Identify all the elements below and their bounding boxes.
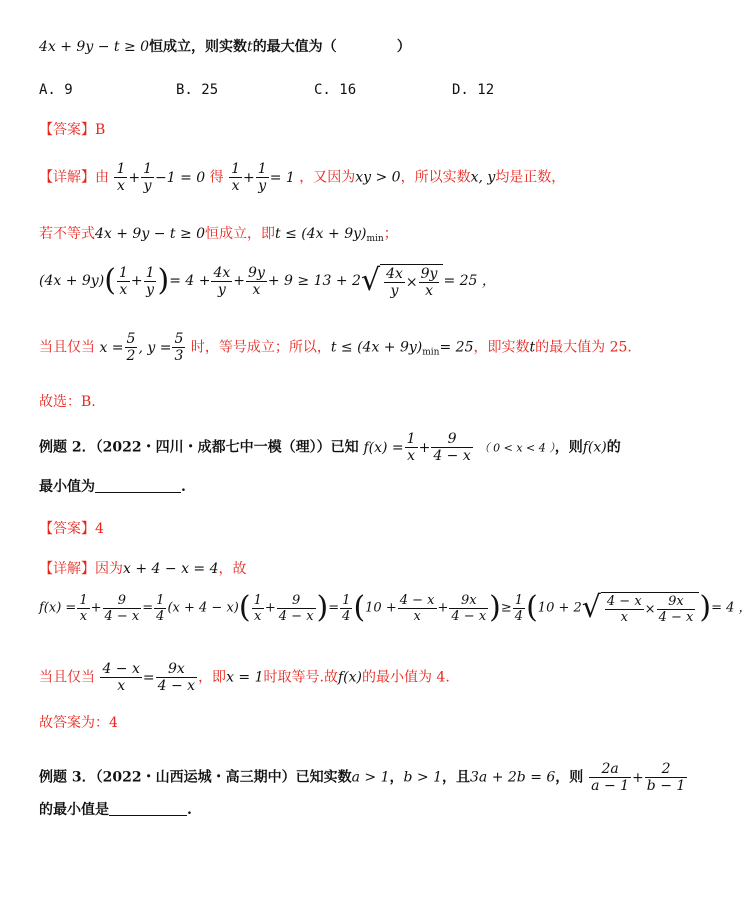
- option-a[interactable]: A. 9: [39, 82, 73, 98]
- q2-title: 例题 2．（2022・四川・成都七中一模（理））已知 f(x) = $\frac{1}{x}$ + $\frac{9}{4 - x}$ （ 0 < x < 4 ），则f(x)的: [39, 431, 621, 464]
- q2-line2: 最小值为 .: [39, 479, 186, 495]
- q2-detail-line3: 当且仅当 $\frac{4 - x}{x}$ = $\frac{9x}{4 - x}$ ，即x = 1时取等号.故f(x)的最小值为 4.: [39, 661, 450, 694]
- q1-eq-1: $\frac{1}{x}$ + $\frac{1}{y}$ −1 = 0: [116, 161, 210, 194]
- q3-expression: $\frac{2a}{a - 1}$ + $\frac{2}{b - 1}$: [591, 761, 686, 794]
- q1-eq-2: $\frac{1}{x}$ + $\frac{1}{y}$ = 1: [231, 161, 300, 194]
- q1-detail-line1: 【详解】由 $\frac{1}{x}$ + $\frac{1}{y}$ −1 = 0 得 $\frac{1}{x}$ + $\frac{1}{y}$ = 1 ，又因为xy > 0，所以实数x, y均是正数，: [39, 161, 566, 194]
- q2-detail-line1: 【详解】因为x + 4 − x = 4，故: [39, 561, 247, 577]
- q1-detail-line4: 当且仅当 x = $\frac{5}{2}$ , y = $\frac{5}{3}$ 时，等号成立；所以，$t \le (4x + 9y)_{min}= 25$，即实数t的最大值为 25.: [39, 331, 632, 364]
- q1-answer: 【答案】B: [39, 122, 106, 138]
- q3-line2: 的最小值是 .: [39, 802, 192, 818]
- q1-stem: 4x + 9y − t ≥ 0恒成立，则实数t的最大值为（ ）: [39, 39, 411, 55]
- q1-big-equation: (4x + 9y)( $\frac{1}{x}$ + $\frac{1}{y}$ )= 4 + $\frac{4x}{y}$ + $\frac{9y}{x}$ + 9 ≥ 13 + 2√ $\frac{4x}{y}$ × $\frac{9y}{x}$ = 25 ，: [39, 263, 496, 299]
- q3-title: 例题 3．（2022・山西运城・高三期中）已知实数a > 1，b > 1，且3a + 2b = 6，则 $\frac{2a}{a - 1}$ + $\frac{2}{b - 1}$: [39, 762, 688, 793]
- q1-conclusion: 故选：B.: [39, 394, 96, 410]
- q1-stem-inequality: 4x + 9y − t ≥ 0: [39, 39, 150, 55]
- q1-equality-condition: x = $\frac{5}{2}$ , y = $\frac{5}{3}$: [99, 331, 184, 364]
- q2-big-equation: f(x) = $\frac{1}{x}$ + $\frac{9}{4 - x}$ = $\frac{1}{4}$ (x + 4 − x)( $\frac{1}{x}$ + $\frac{9}{4 - x}$ )= $\frac{1}{4}$ (10 + $\frac{4 - x}{x}$ + $\frac{9x}{4 - x}$ )≥ $\frac{1}{4}$ (10 + 2√ $\frac{4 - x}{x}$ × $\frac{9x}{4 - x}$ )= 4 ，: [39, 590, 752, 625]
- q2-function: f(x) = $\frac{1}{x}$ + $\frac{9}{4 - x}$: [363, 431, 471, 464]
- option-c[interactable]: C. 16: [314, 82, 357, 98]
- q2-equality-condition: $\frac{4 - x}{x}$ = $\frac{9x}{4 - x}$: [102, 661, 196, 694]
- option-d[interactable]: D. 12: [452, 82, 495, 98]
- q2-answer-blank[interactable]: [95, 480, 181, 493]
- option-b[interactable]: B. 25: [176, 82, 219, 98]
- q2-answer: 【答案】4: [39, 521, 104, 537]
- q1-detail-line2: 若不等式4x + 9y − t ≥ 0恒成立，即$t \le (4x + 9y)_{min}$；: [39, 226, 398, 244]
- q2-conclusion: 故答案为：4: [39, 715, 118, 731]
- q3-answer-blank[interactable]: [109, 803, 187, 816]
